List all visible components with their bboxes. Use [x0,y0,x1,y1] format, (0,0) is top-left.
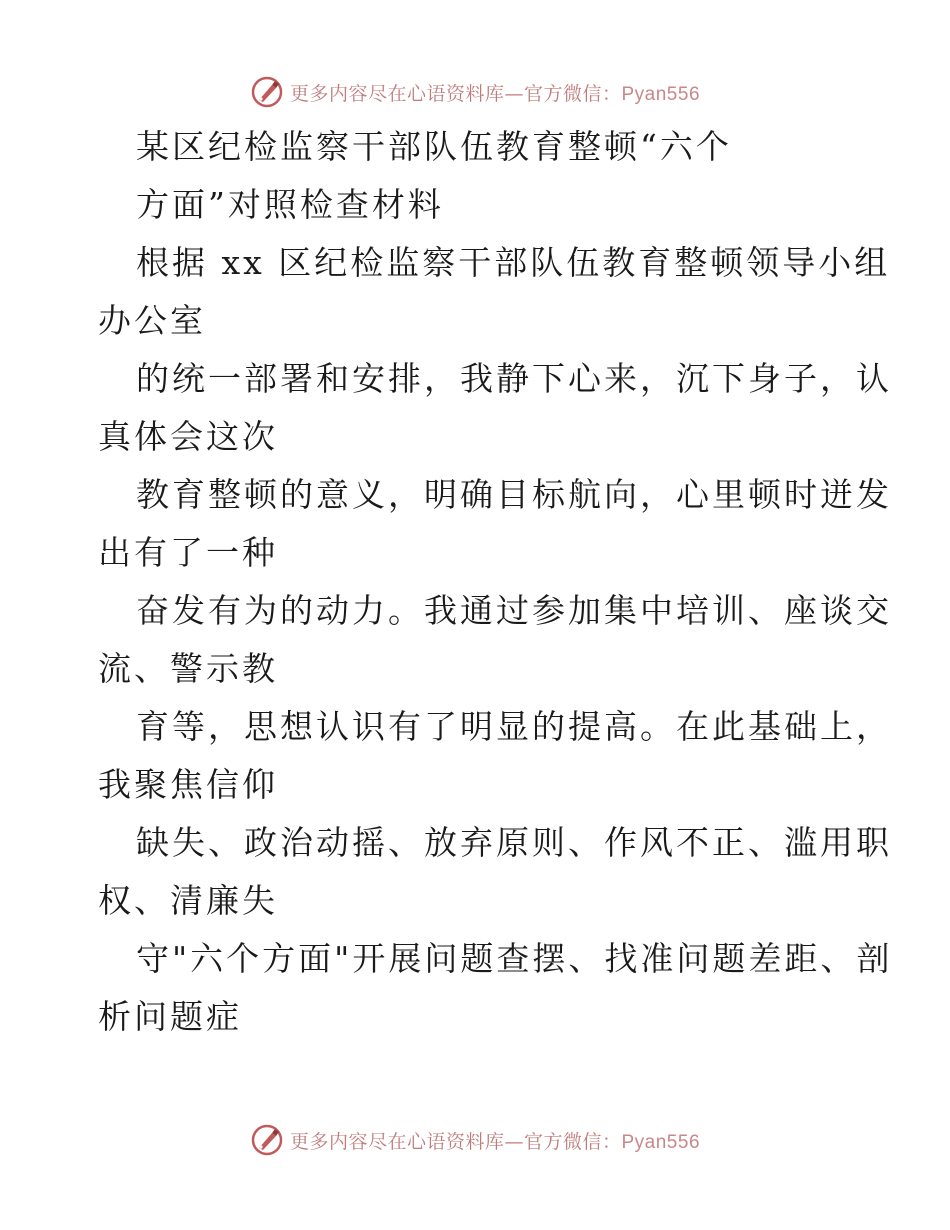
paragraph-line: 出有了一种 [98,533,278,572]
paragraph-line: 缺失、政治动摇、放弃原则、作风不正、滥用职 [136,823,892,862]
paragraph-line: 我聚焦信仰 [98,765,278,804]
paragraph-line: 权、清廉失 [98,881,278,920]
document-body [98,118,893,1046]
watermark-wechat-id: Pyan556 [621,1131,701,1153]
watermark-text: 更多内容尽在心语资料库—官方微信：Pyan556 [289,82,701,105]
pen-logo-icon [250,1123,284,1157]
watermark-wechat-id: Pyan556 [621,83,701,105]
paragraph-line: 析问题症 [98,997,242,1036]
watermark-text: 更多内容尽在心语资料库—官方微信：Pyan556 [289,1130,701,1153]
paragraph-line: 守"六个方面"开展问题查摆、找准问题差距、剖 [136,939,893,978]
pen-logo-icon [250,75,284,109]
watermark-header [0,70,950,114]
document-title-line-2: 方面”对照检查材料 [136,185,444,224]
paragraph-line: 办公室 [98,301,206,340]
paragraph-line: 育等，思想认识有了明显的提高。在此基础上， [136,707,892,746]
document-title-line-1: 某区纪检监察干部队伍教育整顿“六个 [136,127,732,166]
paragraph-line: 真体会这次 [98,417,278,456]
paragraph-line: 根据 xx 区纪检监察干部队伍教育整顿领导小组 [136,243,891,282]
paragraph-line: 教育整顿的意义，明确目标航向，心里顿时迸发 [136,475,892,514]
paragraph-line: 流、警示教 [98,649,278,688]
paragraph-line: 的统一部署和安排，我静下心来，沉下身子，认 [136,359,892,398]
paragraph-line: 奋发有为的动力。我通过参加集中培训、座谈交 [136,591,892,630]
watermark-footer [0,1118,950,1162]
